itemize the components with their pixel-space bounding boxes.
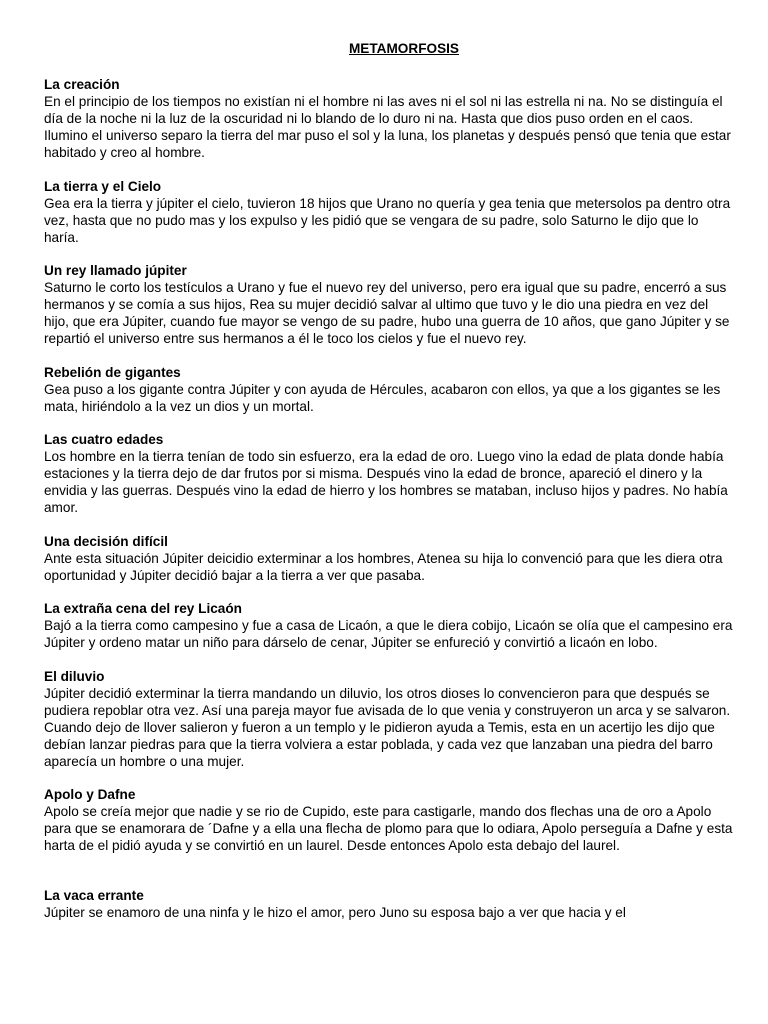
section-heading: La extraña cena del rey Licaón <box>44 601 242 616</box>
section-la-creacion <box>44 76 734 161</box>
section-heading: El diluvio <box>44 668 105 684</box>
section-paragraph: Bajó a la tierra como campesino y fue a casa de Licaón, a que le diera cobijo, Licaón se olía que el campesino era Júpiter y ordeno matar un niño para dárselo de cenar, Júpiter se enfureció y convirtió a licaón en lobo. <box>44 618 733 650</box>
section-heading: Apolo y Dafne <box>44 787 136 802</box>
section-heading: Las cuatro edades <box>44 432 164 447</box>
section-heading: Una decisión difícil <box>44 533 168 549</box>
section-la-vaca-errante <box>44 887 734 921</box>
section-heading: La vaca errante <box>44 888 144 903</box>
section-paragraph: En el principio de los tiempos no existían ni el hombre ni las aves ni el sol ni las estrella ni na. No se distinguía el día de la noche ni la luz de la oscuridad ni lo blando de lo duro ni na. Hasta que dios puso orden en el caos. Ilumino el universo separo la tierra del mar puso el sol y la luna, los planetas y después pensó que tenia que estar habitado y creo al hombre. <box>44 94 731 160</box>
section-paragraph: Los hombre en la tierra tenían de todo sin esfuerzo, era la edad de oro. Luego vino la edad de plata donde había estaciones y la tierra dejo de dar frutos por si misma. Después vino la edad de bronce, apareció el dinero y la envidia y las guerras. Después vino la edad de hierro y los hombres se mataban, incluso hijos y padres. No había amor. <box>44 449 728 515</box>
section-el-diluvio <box>44 668 734 770</box>
section-paragraph: Ante esta situación Júpiter deicidio exterminar a los hombres, Atenea su hija lo convenció para que les diera otra oportunidad y Júpiter decidió bajar a la tierra a ver que pasaba. <box>44 550 723 583</box>
section-paragraph: Gea puso a los gigante contra Júpiter y con ayuda de Hércules, acabaron con ellos, ya que a los gigantes se les mata, hiriéndolo a la vez un dios y un mortal. <box>44 381 721 414</box>
section-paragraph: Júpiter se enamoro de una ninfa y le hizo el amor, pero Juno su esposa bajo a ver que hacia y el <box>44 905 626 920</box>
section-heading: La tierra y el Cielo <box>44 178 162 194</box>
section-las-cuatro-edades <box>44 431 734 516</box>
document-title: METAMORFOSIS <box>348 41 459 56</box>
section-paragraph: Júpiter decidió exterminar la tierra mandando un diluvio, los otros dioses lo convencieron para que después se pudiera repoblar otra vez. Así una pareja mayor fue avisada de lo que venia y construyeron un arca y se salvaron. Cuando dejo de llover salieron y fueron a un templo y le pidieron ayuda a Temis, esta en un acertijo les dijo que debían lanzar piedras para que la tierra volviera a estar poblada, y cada vez que lanzaban una piedra del barro aparecía un hombre o una mujer. <box>44 685 731 769</box>
section-la-extrana-cena <box>44 600 734 651</box>
section-una-decision-dificil <box>44 533 734 584</box>
section-heading: Un rey llamado júpiter <box>44 263 187 278</box>
document-page <box>44 40 734 938</box>
section-apolo-y-dafne <box>44 786 734 854</box>
section-la-tierra-y-el-cielo <box>44 178 734 246</box>
section-paragraph: Apolo se creía mejor que nadie y se rio de Cupido, este para castigarle, mando dos flechas una de oro a Apolo para que se enamorara de ´Dafne y a ella una flecha de plomo para que lo odiara, Apolo perseguía a Dafne y esta harta de el pidió ayuda y se convirtió en un laurel. Desde entonces Apolo esta debajo del laurel. <box>44 804 733 853</box>
section-paragraph: Gea era la tierra y júpiter el cielo, tuvieron 18 hijos que Urano no quería y gea tenia que metersolos pa dentro otra vez, hasta que no pudo mas y los expulso y les pidió que se vengara de su padre, solo Saturno le dijo que lo haría. <box>44 195 731 245</box>
section-heading: La creación <box>44 77 120 92</box>
section-un-rey-llamado-jupiter <box>44 262 734 347</box>
section-paragraph: Saturno le corto los testículos a Urano y fue el nuevo rey del universo, pero era igual que su padre, encerró a sus hermanos y se comía a sus hijos, Rea su mujer decidió salvar al ultimo que tuvo y le dio una piedra en vez del hijo, que era Júpiter, cuando fue mayor se vengo de su padre, hubo una guerra de 10 años, que gano Júpiter y se repartió el universo entre sus hermanos a él le toco los cielos y fue el nuevo rey. <box>44 280 730 346</box>
section-rebelion-de-gigantes <box>44 364 734 415</box>
section-heading: Rebelión de gigantes <box>44 364 181 380</box>
